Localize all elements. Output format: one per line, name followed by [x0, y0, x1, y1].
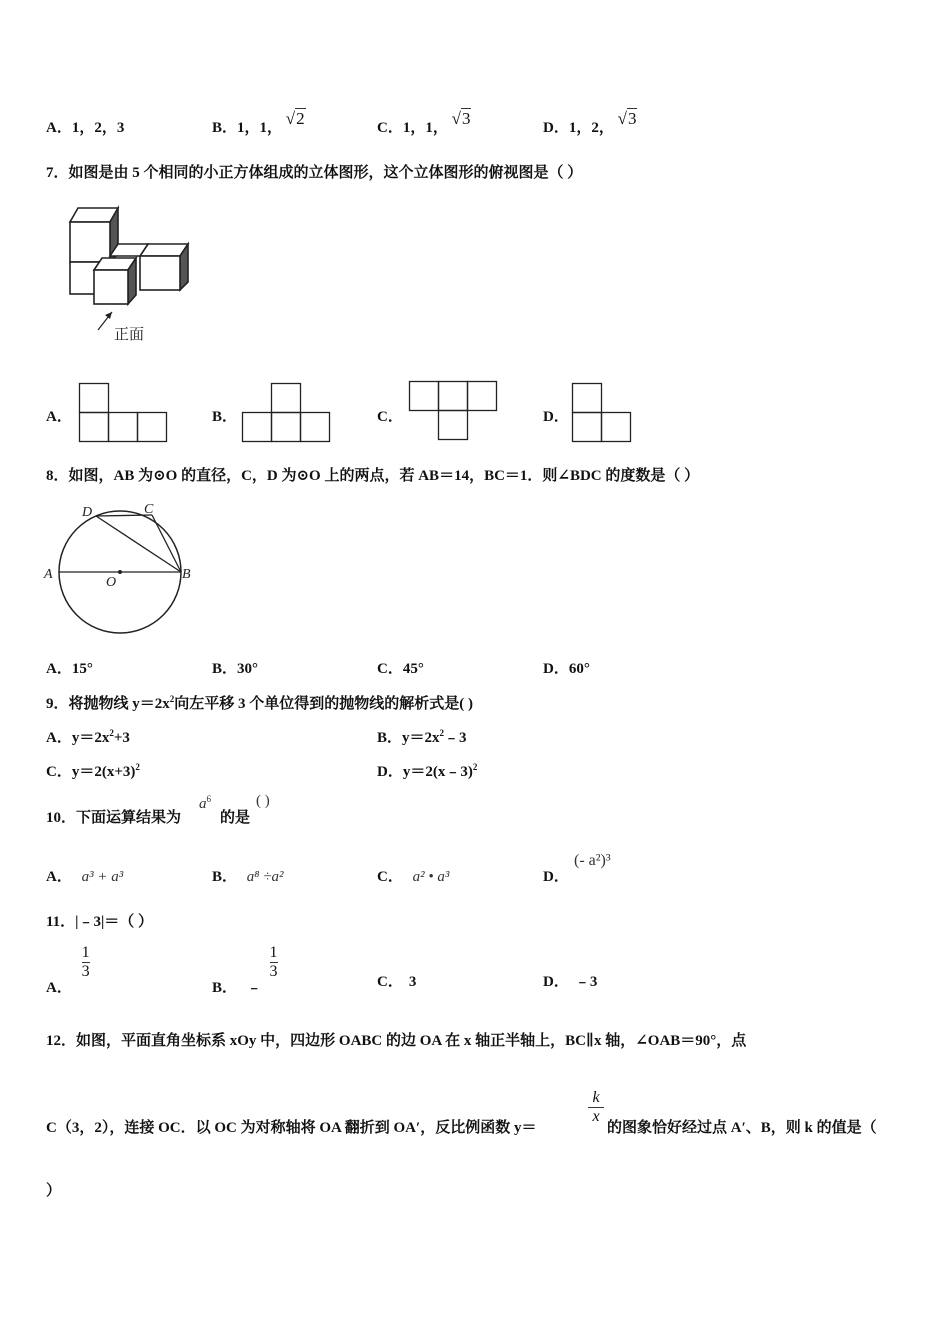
option-letter: D． [543, 869, 569, 885]
q8-option-a[interactable] [46, 657, 93, 678]
option-expression: a⁸ ÷a² [246, 869, 284, 885]
option-letter: B． [377, 730, 403, 746]
q10-option-a[interactable] [46, 865, 123, 886]
option-expression: a³ + a³ [81, 869, 124, 885]
numerator: 1 [269, 944, 278, 961]
q6-option-a[interactable] [46, 116, 124, 137]
chord-db [96, 516, 181, 572]
label-c: C [144, 502, 154, 517]
q10-option-d[interactable] [543, 865, 569, 886]
q7-option-a[interactable] [46, 405, 72, 426]
q12-line-3: ） [46, 1183, 62, 1199]
option-letter: A． [46, 409, 72, 425]
numerator: 1 [81, 944, 90, 961]
option-letter: C． [377, 974, 403, 990]
q7-stem: 7．如图是由 5 个相同的小正方体组成的立体图形，这个立体图形的俯视图是（ ） [46, 165, 583, 181]
option-letter: C． [377, 661, 403, 677]
option-text: 30° [237, 661, 259, 677]
option-text: 15° [71, 661, 93, 677]
radicand: 3 [461, 109, 471, 128]
option-text: y＝2(x+3) [71, 764, 136, 780]
q12-line-1: 12．如图，平面直角坐标系 xOy 中，四边形 OABC 的边 OA 在 x 轴正半轴上，BC∥x 轴，∠OAB＝90°，点 [46, 1033, 747, 1049]
q7-option-d-figure [571, 382, 635, 444]
q8-option-c[interactable] [377, 657, 424, 678]
q7-option-b-figure [241, 382, 333, 444]
option-letter: B． [212, 409, 238, 425]
fraction [270, 944, 278, 981]
front-label: 正面 [114, 327, 145, 343]
stem-text: 9．将抛物线 y＝2x [46, 696, 170, 712]
q9-option-a[interactable] [46, 726, 130, 747]
option-text: y＝2(x﹣3) [402, 764, 473, 780]
stem-text: 10．下面运算结果为 [46, 810, 182, 826]
q10-stem-tail: 的是 [220, 810, 251, 826]
option-letter: C． [377, 120, 403, 136]
q10-option-c[interactable] [377, 865, 449, 886]
label-o: O [106, 575, 117, 590]
q8-stem: 8．如图，AB 为⊙O 的直径，C，D 为⊙O 上的两点，若 AB＝14，BC＝1．则∠BDC 的度数是（ ） [46, 468, 700, 484]
minus-sign: ﹣ [246, 979, 262, 996]
radicand: 3 [627, 109, 637, 128]
option-text: ﹣3 [444, 730, 467, 746]
q10-option-b[interactable] [212, 865, 283, 886]
exponent: 2 [472, 762, 478, 772]
exponent: 2 [109, 728, 114, 738]
option-letter: C． [46, 764, 72, 780]
option-text: 1，1， [402, 120, 448, 136]
option-text: 3 [408, 974, 417, 990]
q10-option-d-expression: (- a²)³ [574, 852, 611, 869]
option-text: +3 [113, 730, 130, 746]
option-letter: A． [46, 979, 72, 996]
denominator: 3 [81, 963, 90, 980]
q12-fraction [588, 1089, 604, 1126]
option-letter: D． [543, 974, 569, 990]
option-letter: C． [377, 869, 403, 885]
option-letter: A． [46, 730, 72, 746]
radicand: 2 [296, 109, 305, 128]
label-a: A [44, 567, 53, 582]
option-letter: B． [212, 120, 238, 136]
exponent: 2 [439, 728, 445, 738]
q11-stem: 11．|﹣3|＝（ ） [46, 914, 154, 930]
center-point [118, 570, 122, 574]
option-letter: A． [46, 869, 72, 885]
sqrt-expression: √3 [451, 109, 471, 128]
option-letter: B． [212, 869, 238, 885]
q7-cube-figure [62, 200, 197, 350]
q12-line-2b: 的图象恰好经过点 A′、B，则 k 的值是（ [607, 1120, 877, 1136]
option-letter: D． [377, 764, 403, 780]
option-letter: D． [543, 409, 569, 425]
q6-option-d[interactable] [543, 109, 637, 137]
label-b: B [182, 567, 191, 582]
q9-option-c[interactable] [46, 760, 140, 781]
exponent: 6 [206, 794, 211, 804]
denominator: x [592, 1108, 600, 1125]
q11-option-d[interactable] [543, 970, 597, 991]
option-letter: A． [46, 661, 72, 677]
q11-option-b[interactable] [212, 944, 278, 996]
option-text: 1，1， [237, 120, 283, 136]
q10-stem-power [199, 796, 211, 813]
base: a [199, 796, 207, 812]
option-letter: D． [543, 120, 569, 136]
option-text: 60° [568, 661, 590, 677]
q10-stem [46, 806, 181, 827]
q6-option-b[interactable] [212, 109, 306, 137]
q7-option-a-figure [78, 382, 170, 444]
option-expression: a² • a³ [412, 869, 450, 885]
q10-stem-paren: ( ) [256, 793, 270, 809]
q7-option-c-figure [408, 380, 500, 442]
exponent: 2 [135, 762, 140, 772]
option-text: ﹣3 [574, 974, 598, 990]
numerator: k [592, 1089, 600, 1106]
option-text: 45° [402, 661, 424, 677]
exponent: 2 [169, 694, 175, 704]
q8-option-d[interactable] [543, 657, 590, 678]
sqrt-expression: √2 [285, 109, 305, 128]
option-text: y＝2x [402, 730, 440, 746]
q7-option-d[interactable] [543, 405, 569, 426]
fraction [82, 944, 90, 981]
q9-option-b[interactable] [377, 726, 467, 747]
q9-stem [46, 692, 473, 713]
q9-option-d[interactable] [377, 760, 477, 781]
option-letter: A． [46, 120, 72, 136]
q6-option-c[interactable] [377, 109, 471, 137]
option-letter: B． [212, 661, 238, 677]
sqrt-expression: √3 [617, 109, 637, 128]
q12-line-2a: C（3，2），连接 OC．以 OC 为对称轴将 OA 翻折到 OA′，反比例函数 y＝ [46, 1120, 537, 1136]
stem-text: 向左平移 3 个单位得到的抛物线的解析式是( ) [174, 696, 474, 712]
q11-option-a[interactable] [46, 944, 90, 996]
q7-option-c[interactable] [377, 405, 403, 426]
option-letter: B． [212, 979, 238, 996]
option-text: 1，2，3 [71, 120, 125, 136]
option-text: 1，2， [568, 120, 614, 136]
option-letter: D． [543, 661, 569, 677]
q8-option-b[interactable] [212, 657, 258, 678]
option-letter: C． [377, 409, 403, 425]
option-text: y＝2x [71, 730, 110, 746]
q11-option-c[interactable] [377, 970, 416, 991]
denominator: 3 [269, 963, 278, 980]
q8-circle-figure [40, 498, 200, 638]
label-d: D [82, 505, 93, 520]
chord-cb [152, 515, 181, 572]
q7-option-b[interactable] [212, 405, 237, 426]
